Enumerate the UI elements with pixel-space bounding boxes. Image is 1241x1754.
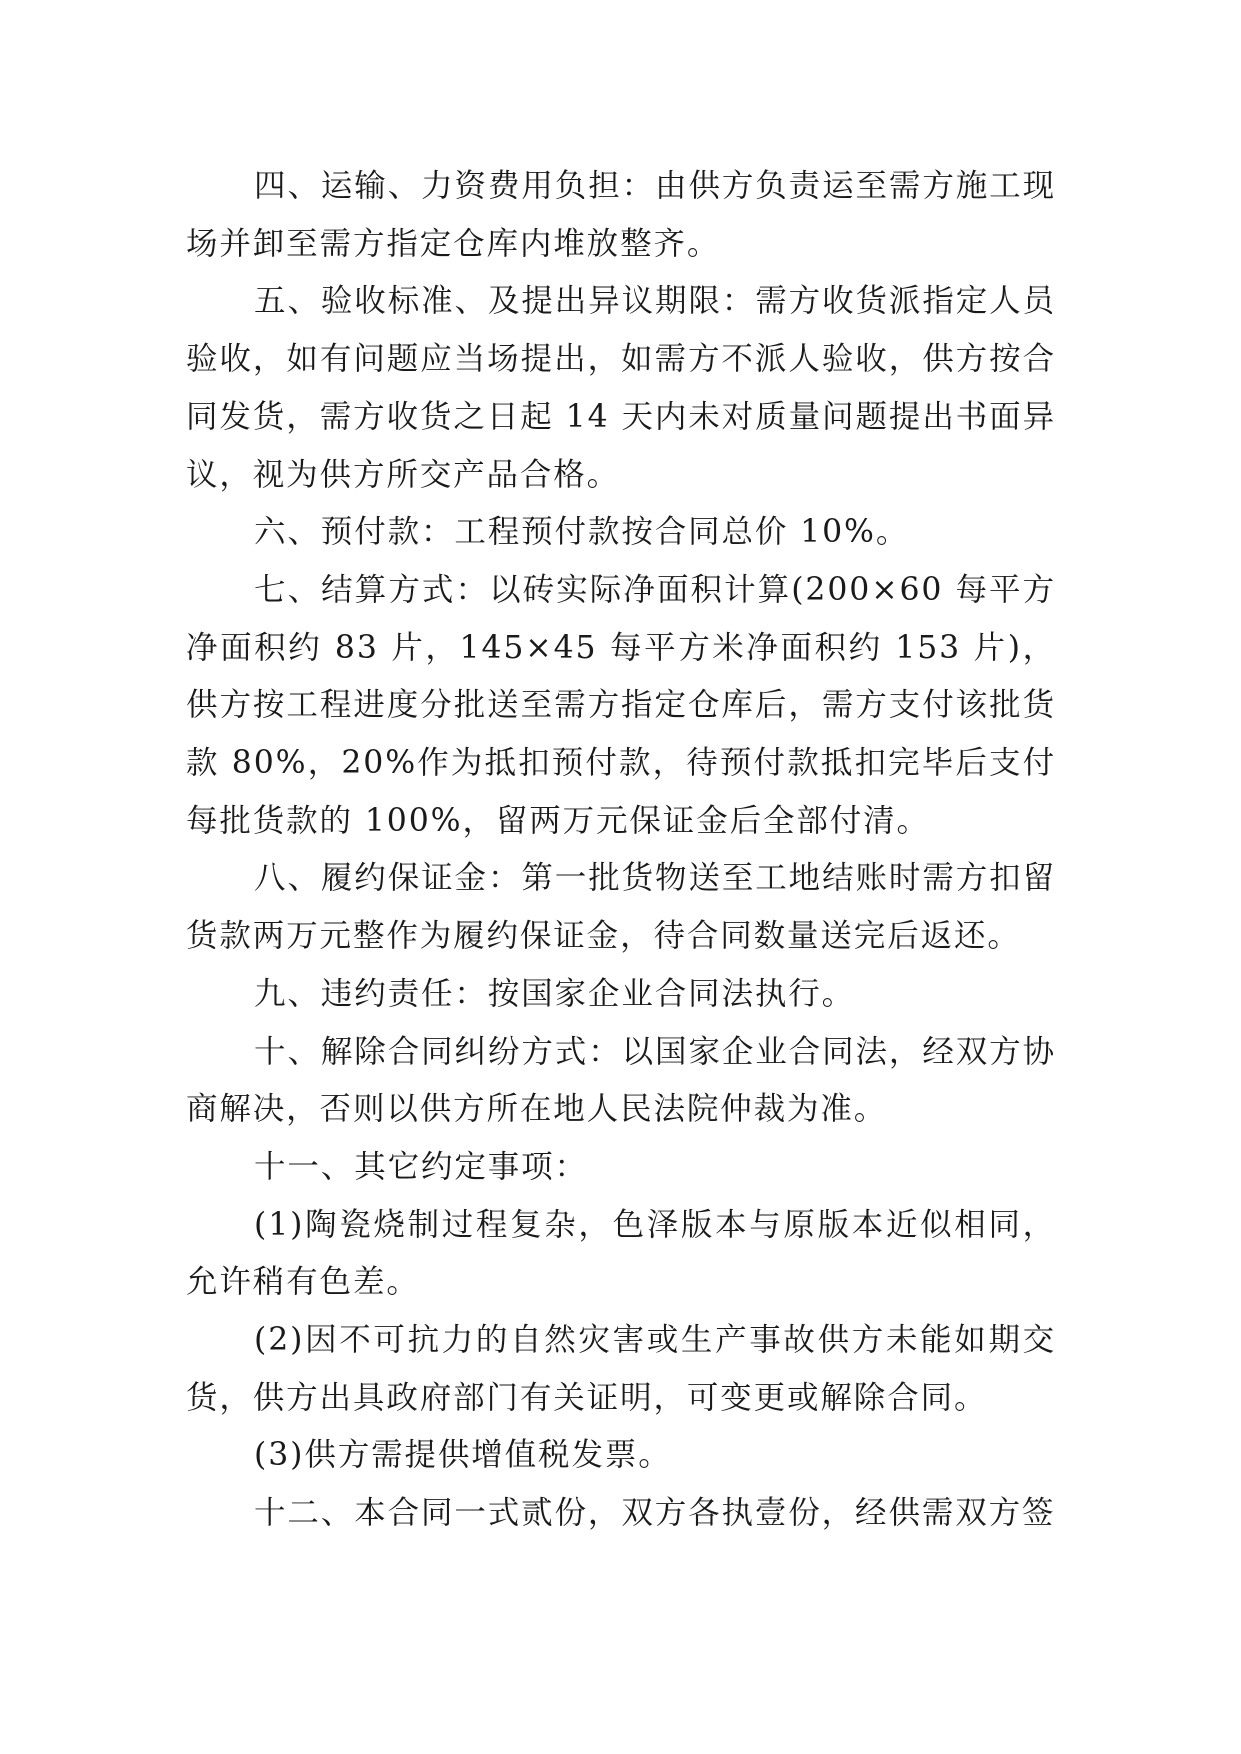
clause-other-term-3: (3)供方需提供增值税发票。 xyxy=(254,1437,672,1474)
clause-other-term-1: (1)陶瓷烧制过程复杂，色泽版本与原版本近似相同，允许稍有色差。 xyxy=(186,1206,1056,1301)
clause-other-term-2: (2)因不可抗力的自然灾害或生产事故供方未能如期交货，供方出具政府部门有关证明，可变更或解除合同。 xyxy=(186,1322,1056,1416)
clause-transport-cost: 四、运输、力资费用负担：由供方负责运至需方施工现场并卸至需方指定仓库内堆放整齐。 xyxy=(186,168,1056,262)
clause-breach-liability: 九、违约责任：按国家企业合同法执行。 xyxy=(254,975,856,1012)
clause-performance-bond: 八、履约保证金：第一批货物送至工地结账时需方扣留货款两万元整作为履约保证金，待合同数量送完后返还。 xyxy=(186,860,1056,955)
clause-contract-copies: 十二、本合同一式贰份，双方各执壹份，经供需双方签 xyxy=(254,1495,1056,1532)
contract-body xyxy=(186,158,1056,1543)
clause-acceptance-standard: 五、验收标准、及提出异议期限：需方收货派指定人员验收，如有问题应当场提出，如需方不派人验收，供方按合同发货，需方收货之日起 14 天内未对质量问题提出书面异议，视为供方所交产品合格。 xyxy=(186,283,1056,493)
clause-dispute-resolution: 十、解除合同纠纷方式：以国家企业合同法，经双方协商解决，否则以供方所在地人民法院仲裁为准。 xyxy=(186,1033,1056,1128)
clause-other-terms-heading: 十一、其它约定事项： xyxy=(254,1148,588,1185)
clause-settlement-method: 七、结算方式：以砖实际净面积计算(200×60 每平方净面积约 83 片，145×45 每平方米净面积约 153 片)，供方按工程进度分批送至需方指定仓库后，需方支付该批货款 80%，20%作为抵扣预付款，待预付款抵扣完毕后支付每批货款的 100%，留两万元保证金后全部付清。 xyxy=(186,571,1056,839)
clause-advance-payment: 六、预付款：工程预付款按合同总价 10%。 xyxy=(254,514,910,551)
